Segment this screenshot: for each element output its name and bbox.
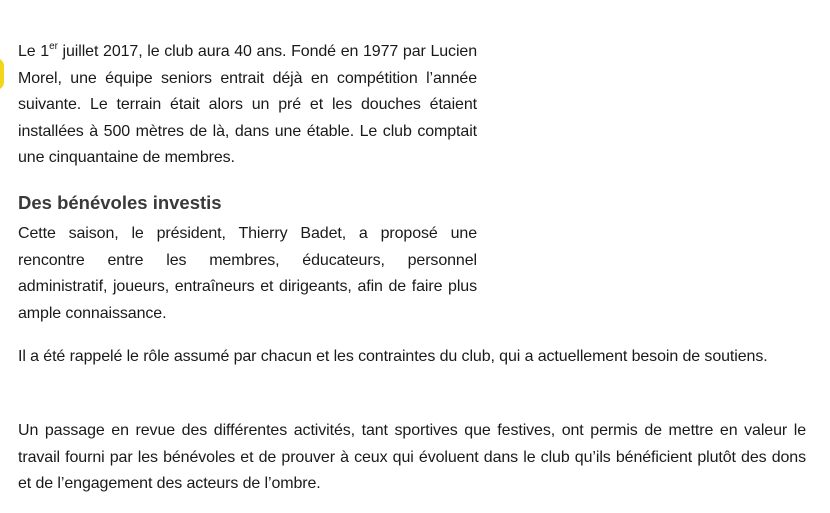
intro-paragraph <box>18 39 477 172</box>
intro-start: Le 1 <box>18 43 50 60</box>
paragraph-2: Cette saison, le président, Thierry Badet, a proposé une rencontre entre les membres, éducateurs, personnel administratif, joueurs, entraîneurs et dirigeants, afin de faire plus ample connaissance. <box>18 225 477 322</box>
section-heading: Des bénévoles investis <box>18 192 222 213</box>
paragraph-3: Il a été rappelé le rôle assumé par chacun et les contraintes du club, qui a actuellement besoin de soutiens. <box>18 348 768 365</box>
yellow-margin-marker <box>0 58 4 90</box>
intro-rest: juillet 2017, le club aura 40 ans. Fondé en 1977 par Lucien Morel, une équipe seniors entrait déjà en compétition l’année suivante. Le terrain était alors un pré et les douches étaient installées à 500 mètres de là, dans une étable. Le club comptait une cinquantaine de membres. <box>18 43 477 166</box>
intro-superscript: er <box>49 41 58 52</box>
paragraph-4: Un passage en revue des différentes activités, tant sportives que festives, ont permis de mettre en valeur le travail fourni par les bénévoles et de prouver à ceux qui évoluent dans le club qu’ils bénéficient plutôt des dons et de l’engagement des acteurs de l’ombre. <box>18 422 806 492</box>
